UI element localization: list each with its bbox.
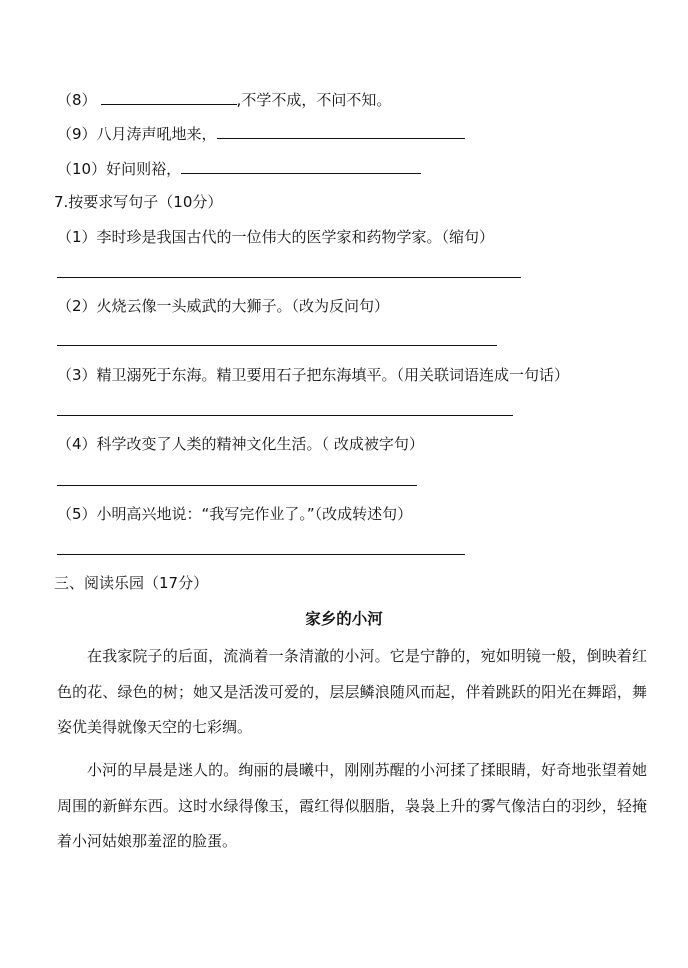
answer-line-1[interactable] [57,277,521,278]
section-7-heading: 7.按要求写句子（10分） [54,193,223,211]
fill-in-item-8 [57,88,391,110]
item-text: ,不学不成，不问不知。 [236,91,392,109]
passage-paragraph-2: 小河的早晨是迷人的。绚丽的晨曦中，刚刚苏醒的小河揉了揉眼睛，好奇地张望着她周围的新鲜东西。这时水绿得像玉，霞红得似胭脂，袅袅上升的雾气像洁白的羽纱，轻掩着小河姑娘那羞涩的脸蛋。 [57,761,647,850]
answer-blank[interactable] [181,157,421,174]
sentence-task-3: （3）精卫溺死于东海。精卫要用石子把东海填平。（用关联词语连成一句话） [57,366,570,384]
sentence-task-2: （2）火烧云像一头威武的大狮子。（改为反问句） [57,297,390,315]
item-number: （10） [57,160,107,178]
item-number: （9） [57,125,97,143]
passage-title: 家乡的小河 [305,610,383,628]
passage-paragraph-1: 在我家院子的后面，流淌着一条清澈的小河。它是宁静的，宛如明镜一般，倒映着红色的花、绿色的树；她又是活泼可爱的，层层鳞浪随风而起，伴着跳跃的阳光在舞蹈，舞姿优美得就像天空的七彩绸。 [57,647,647,736]
answer-line-5[interactable] [57,554,465,555]
section-3-heading: 三、阅读乐园（17分） [54,574,209,592]
answer-line-2[interactable] [57,345,497,346]
sentence-task-4: （4）科学改变了人类的精神文化生活。（ 改成被字句） [57,435,424,453]
item-text: 八月涛声吼地来， [96,125,217,143]
answer-blank[interactable] [217,122,465,139]
answer-line-4[interactable] [57,485,417,486]
answer-blank[interactable] [101,88,237,105]
item-number: （8） [57,91,97,109]
sentence-task-1: （1）李时珍是我国古代的一位伟大的医学家和药物学家。（缩句） [57,228,495,246]
item-text: 好问则裕， [106,160,182,178]
sentence-task-5: （5）小明高兴地说：“我写完作业了。”（改成转述句） [57,505,413,523]
answer-line-3[interactable] [57,415,513,416]
fill-in-item-10 [57,157,421,179]
fill-in-item-9 [57,122,465,144]
